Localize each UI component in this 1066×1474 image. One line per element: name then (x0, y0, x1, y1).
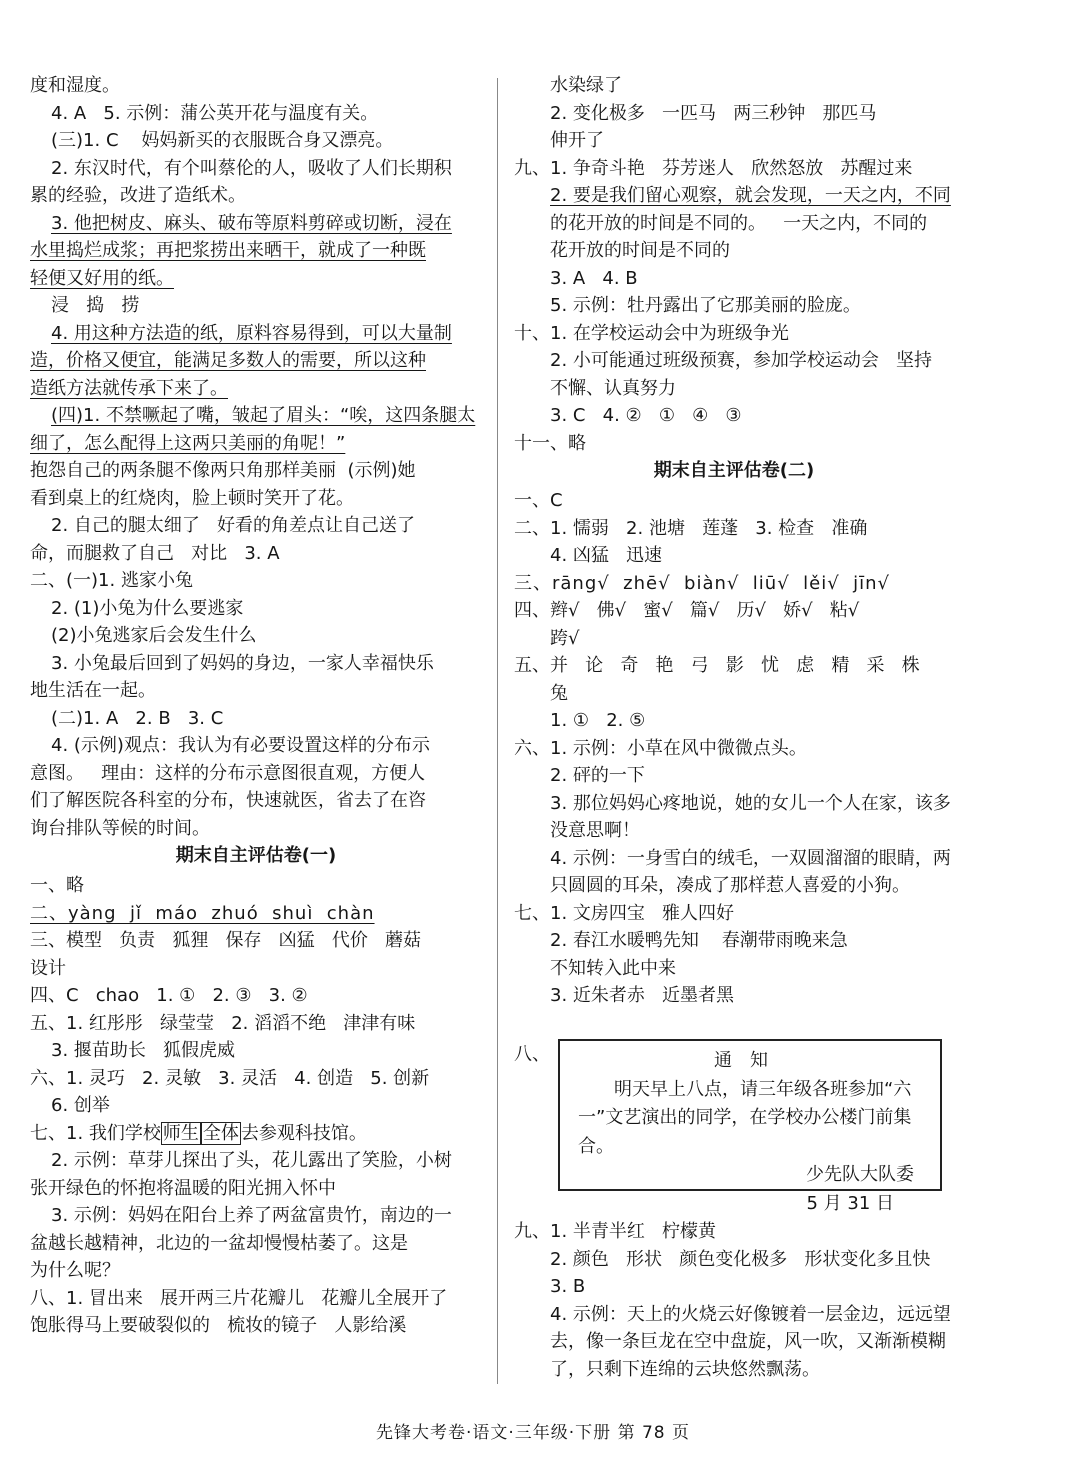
notice-signer: 少先队大队委 (806, 1164, 914, 1185)
answer-line: 十、1. 在学校运动会中为班级争光 (514, 322, 789, 344)
answer-line: 4. 示例：一身雪白的绒毛，一双圆溜溜的眼睛，两 (550, 847, 951, 869)
answer-line: 3. 揠苗助长 狐假虎威 (51, 1040, 236, 1061)
answer-line: 张开绿色的怀抱将温暖的阳光拥入怀中 (30, 1177, 336, 1199)
answer-line: 2. 颜色 形状 颜色变化极多 形状变化多且快 (550, 1248, 931, 1270)
notice-body: 明天早上八点，请三年级各班参加“六一”文艺演出的同学，在学校办公楼门前集合。 (578, 1078, 912, 1157)
answer-line: 盆越长越精神，北边的一盆却慢慢枯萎了。这是 (30, 1232, 408, 1254)
answer-line: 4. 用这种方法造的纸，原料容易得到，可以大量制 (51, 322, 452, 344)
answer-line: 3. 那位妈妈心疼地说，她的女儿一个人在家，该多 (550, 792, 951, 814)
answer-line: 3. 近朱者赤 近墨者黑 (550, 985, 735, 1006)
answer-line: 累的经验，改进了造纸术。 (30, 185, 246, 206)
answer-line: 四、辫√ 佛√ 蜜√ 篇√ 历√ 娇√ 粘√ (514, 600, 860, 621)
answer-line: 不知转入此中来 (550, 957, 676, 979)
answer-line: (四)1. 不禁噘起了嘴，皱起了眉头：“唉，这四条腿太 (51, 405, 476, 426)
answer-line: 2. 示例：草芽儿探出了头，花儿露出了笑脸，小树 (51, 1150, 452, 1171)
answer-line: 4. 示例：天上的火烧云好像镀着一层金边，远远望 (550, 1303, 951, 1325)
answer-line: 三、模型 负责 狐狸 保存 凶猛 代价 蘑菇 (30, 930, 421, 951)
answer-line: 六、1. 灵巧 2. 灵敏 3. 灵活 4. 创造 5. 创新 (30, 1067, 430, 1089)
answer-line: 4. A 5. 示例：蒲公英开花与温度有关。 (51, 102, 379, 124)
answer-line: 3. B (550, 1276, 586, 1297)
answer-line: 细了，怎么配得上这两只美丽的角呢！” (30, 432, 346, 454)
answer-line: 询台排队等候的时间。 (30, 817, 210, 839)
answer-line: 地生活在一起。 (30, 680, 156, 701)
answer-line: 2. 要是我们留心观察，就会发现，一天之内，不同 (550, 185, 951, 206)
answer-line: 3. 示例：妈妈在阳台上养了两盆富贵竹，南边的一 (51, 1205, 452, 1226)
page-footer: 先锋大考卷·语文·三年级·下册 第 78 页 (375, 1423, 691, 1443)
answer-line: 3. 他把树皮、麻头、破布等原料剪碎或切断，浸在 (51, 212, 452, 234)
answer-line: 度和湿度。 (30, 75, 120, 96)
answer-line: 浸 捣 捞 (51, 295, 140, 316)
answer-line: 2. 小可能通过班级预赛，参加学校运动会 坚持 (550, 350, 933, 371)
section-title: 期末自主评估卷(二) (653, 460, 815, 481)
answer-line: 五、并 论 奇 艳 弓 影 忧 虑 精 采 株 (514, 655, 920, 676)
boxed-line-prefix: 七、1. 我们学校 (30, 1122, 161, 1144)
answer-line: (三)1. C 妈妈新买的衣服既合身又漂亮。 (51, 130, 394, 151)
answer-line: 花开放的时间是不同的 (550, 240, 730, 261)
answer-line: 4. 凶猛 迅速 (550, 545, 663, 566)
answer-line: (二)1. A 2. B 3. C (51, 707, 224, 729)
answer-line: 三、rāng√ zhē√ biàn√ liū√ lěi√ jīn√ (514, 572, 890, 594)
answer-line: 造纸方法就传承下来了。 (30, 377, 228, 399)
answer-line: 命，而腿救了自己 对比 3. A (30, 542, 280, 564)
notice-section-label: 八、 (514, 1044, 550, 1065)
answer-line: 一、C (514, 490, 563, 511)
answer-line: 二、1. 懦弱 2. 池塘 莲蓬 3. 检查 准确 (514, 517, 868, 539)
answer-line: 1. ① 2. ⑤ (550, 710, 646, 731)
answer-line-boxed (30, 1120, 482, 1148)
answer-line: 看到桌上的红烧肉，脸上顿时笑开了花。 (30, 487, 354, 509)
answer-line: 的花开放的时间是不同的。 一天之内，不同的 (550, 212, 928, 234)
answer-line: 们了解医院各科室的分布，快速就医，省去了在咨 (30, 790, 426, 811)
answer-line: 了，只剩下连绵的云块悠然飘荡。 (550, 1358, 820, 1380)
answer-line: 六、1. 示例：小草在风中微微点头。 (514, 737, 807, 759)
answer-line: 九、1. 争奇斗艳 芬芳迷人 欣然怒放 苏醒过来 (514, 157, 913, 179)
answer-line: 抱怨自己的两条腿不像两只角那样美丽 (示例)她 (30, 460, 416, 481)
answer-line: 4. (示例)观点：我认为有必要设置这样的分布示 (51, 735, 430, 756)
answer-line: 设计 (30, 957, 66, 979)
answer-line: 为什么呢？ (30, 1260, 120, 1281)
answer-line: 饱胀得马上要破裂似的 梳妆的镜子 人影给溪 (30, 1315, 407, 1336)
answer-line: 3. 小兔最后回到了妈妈的身边，一家人幸福快乐 (51, 652, 434, 674)
right-column-bottom (514, 1218, 954, 1383)
right-column (514, 72, 954, 1010)
answer-line: 2. 自己的腿太细了 好看的角差点让自己送了 (51, 515, 416, 536)
notice-date: 5 月 31 日 (806, 1192, 894, 1214)
answer-line: 6. 创举 (51, 1095, 110, 1116)
answer-line: 2. 砰的一下 (550, 765, 645, 786)
answer-line: 5. 示例：牡丹露出了它那美丽的脸庞。 (550, 295, 861, 316)
answer-line: 水染绿了 (550, 75, 622, 96)
answer-line: 2. 东汉时代，有个叫蔡伦的人，吸收了人们长期积 (51, 157, 452, 179)
boxed-line-suffix: 去参观科技馆。 (240, 1122, 367, 1144)
boxed-word-2: 全体 (202, 1122, 239, 1144)
answer-line: 没意思啊！ (550, 820, 640, 841)
answer-line: 八、1. 冒出来 展开两三片花瓣儿 花瓣儿全展开了 (30, 1287, 448, 1309)
answer-line: 四、C chao 1. ① 2. ③ 3. ② (30, 985, 308, 1006)
boxed-word-1: 师生 (162, 1122, 199, 1144)
answer-line: 2. (1)小兔为什么要逃家 (51, 597, 244, 619)
notice-box (558, 1039, 942, 1214)
answer-line: 造，价格又便宜，能满足多数人的需要，所以这种 (30, 350, 426, 371)
answer-line: 3. C 4. ② ① ④ ③ (550, 405, 742, 426)
answer-line: 一、略 (30, 875, 84, 896)
answer-line: (2)小兔逃家后会发生什么 (51, 625, 257, 646)
left-column (30, 72, 482, 1340)
answer-line: 九、1. 半青半红 柠檬黄 (514, 1221, 717, 1242)
notice-title: 通知 (714, 1050, 786, 1071)
answer-line: 去，像一条巨龙在空中盘旋，风一吹，又渐渐模糊 (550, 1331, 946, 1352)
answer-line: 只圆圆的耳朵，凑成了那样惹人喜爱的小狗。 (550, 875, 910, 896)
column-divider (497, 78, 498, 1384)
answer-line: 不懈、认真努力 (550, 377, 676, 399)
section-title: 期末自主评估卷(一) (175, 845, 337, 866)
answer-line: 七、1. 文房四宝 雅人四好 (514, 902, 735, 924)
answer-line: 3. A 4. B (550, 267, 638, 289)
answer-line: 意图。 理由：这样的分布示意图很直观，方便人 (30, 762, 426, 784)
answer-line: 2. 春江水暖鸭先知 春潮带雨晚来急 (550, 930, 848, 951)
answer-line: 十一、略 (514, 432, 586, 454)
answer-line: 二、(一)1. 逃家小兔 (30, 570, 193, 591)
answer-line: 二、yàng jǐ máo zhuó shuì chàn (30, 902, 375, 924)
answer-line: 水里捣烂成浆；再把浆捞出来晒干，就成了一种既 (30, 240, 426, 261)
answer-line: 轻便又好用的纸。 (30, 267, 174, 289)
answer-line: 2. 变化极多 一匹马 两三秒钟 那匹马 (550, 102, 877, 124)
answer-line: 伸开了 (550, 130, 604, 151)
answer-line: 兔 (550, 682, 568, 704)
answer-line: 跨√ (550, 627, 580, 649)
answer-line: 五、1. 红彤彤 绿莹莹 2. 滔滔不绝 津津有味 (30, 1012, 416, 1034)
